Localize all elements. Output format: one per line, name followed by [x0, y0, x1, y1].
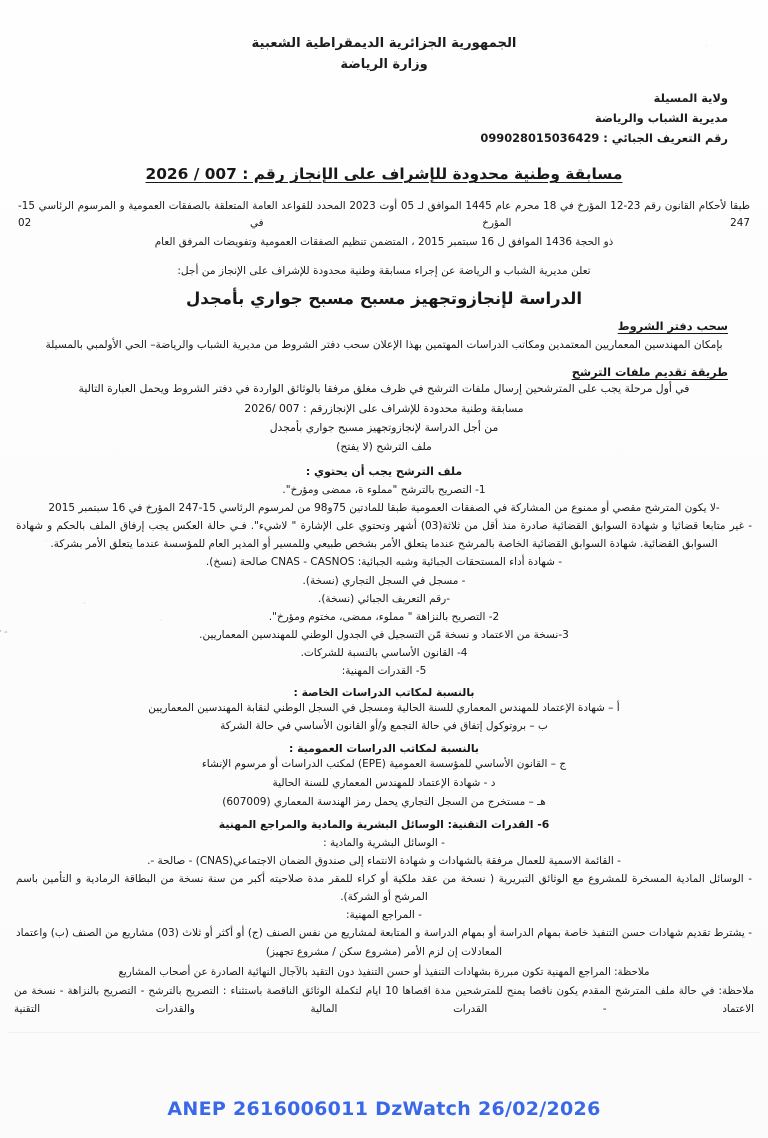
ministry-line: وزارة الرياضة: [340, 57, 428, 73]
list-item: - الوسائل البشرية والمادية :: [323, 837, 445, 850]
announcement-text: تعلن مديرية الشباب و الرياضة عن إجراء مسابقة وطنية محدودة للإشراف على الإنجاز من أجل:: [177, 264, 591, 277]
requirements-list: [14, 481, 754, 680]
list-item: 1- التصريح بالترشح "مملوء ة، ممضى ومؤرخ".: [282, 484, 486, 497]
page-divider: [8, 1032, 760, 1033]
submission-line: ملف الترشح (لا يفتح): [336, 440, 432, 454]
public-offices-heading: بالنسبة لمكاتب الدراسات العمومية :: [289, 742, 479, 756]
list-item: 4- القانون الأساسي بالنسبة للشركات.: [300, 646, 468, 659]
section-heading-submission: طريقة تقديم ملفات الترشح: [571, 365, 728, 380]
tax-id-line: رقم التعريف الجبائي : 099028015036429: [480, 130, 728, 145]
submission-line: من أجل الدراسة لإنجازوتجهيز مسبح جواري بأمجدل: [269, 420, 499, 434]
legal-basis-line-2: ذو الحجة 1436 الموافق ل 16 سبتمبر 2015 ، المتضمن تنظيم الصفقات العمومية وتفويضات المرفق العام: [154, 235, 614, 248]
list-item: -رقم التعريف الجبائي (نسخة).: [318, 592, 450, 605]
list-item: 2- التصريح بالنزاهة " مملوء، ممضى، مختوم ومؤرخ".: [268, 610, 500, 623]
submission-lines: [14, 379, 754, 456]
submission-line: مسابقة وطنية محدودة للإشراف على الإنجازرقم : 007 /2026: [244, 401, 524, 415]
document-body: [14, 0, 754, 1018]
list-item-text: 3-نسخة من الاعتماد و نسخة مّن التسجيل في الجدول الوطني للمهندسين المعماريين.: [199, 628, 569, 641]
list-item: 5- القدرات المهنية:: [341, 664, 427, 677]
directorate-line: مديرية الشباب والرياضة: [594, 111, 728, 126]
wilaya-line: ولاية المسيلة: [653, 91, 728, 106]
list-item: -لا يكون المترشح مقصي أو ممنوع من المشاركة في الصفقات العمومية طبقا للمادتين 75و98 من لمرسوم الرئاسي 15-247 المؤرخ في 16 سبتمبر 2015: [48, 502, 720, 515]
submission-line: في أول مرحلة يجب على المترشحين إرسال ملفات الترشح في ظرف مغلق مرفقا بالوثائق الواردة في دفتر الشروط ويحمل العبارة التالية: [78, 382, 690, 396]
list-item: - مسجل في السجل التجاري (نسخة).: [302, 574, 466, 587]
list-item: - شهادة أداء المستحقات الجبائية وشبه الجبائية: CNAS - CASNOS صالحة (نسخ).: [205, 556, 563, 569]
republic-line: الجمهورية الجزائرية الديمقراطية الشعبية: [251, 36, 517, 51]
list-item: - المراجع المهنية:: [346, 909, 422, 922]
ink-smudge-mark: [0, 626, 12, 637]
legal-basis-line-1: طبقا لأحكام القانون رقم 23-12 المؤرخ في 18 محرم عام 1445 الموافق لـ 05 أوت 2023 المحدد للقواعد العامة المتعلقة بالصفقات العمومية و المرسوم الرئاسي 15-247 المؤرخ في 02: [18, 200, 750, 230]
footer: [0, 1098, 768, 1120]
legal-basis: [14, 198, 754, 250]
project-title: الدراسة لإنجازوتجهيز مسبح مسبح جواري بأمجدل: [185, 288, 583, 308]
private-offices-heading: بالنسبة لمكاتب الدراسات الخاصة :: [293, 685, 475, 699]
public-offices-item: ج – القانون الأساسي للمؤسسة العمومية (EPE) لمكتب الدراسات أو مرسوم الإنشاء: [201, 758, 567, 771]
note-line: ملاحظة: المراجع المهنية تكون مبررة بشهادات التنفيذ أو حسن التنفيذ دون التقيد بالآجال النهائية الصادرة عن أصحاب المشاريع: [118, 965, 650, 978]
public-offices-item: هـ – مستخرج من السجل التجاري يحمل رمز الهندسة المعماري (607009): [222, 795, 546, 808]
requirements-heading: ملف الترشح يجب أن يحتوي :: [305, 465, 463, 479]
document-header: [14, 33, 754, 75]
list-item: - الوسائل المادية المسخرة للمشروع مع الوثائق التبريرية ( نسخة من عقد ملكية أو كراء للمقر مدة صلاحيته أكبر من سنة نسخة من البطاقة الرمادية و التأمين باسم المرشح أو الشركة).: [16, 873, 752, 904]
list-item: - يشترط تقديم شهادات حسن التنفيذ خاصة بمهام الدراسة أو بمهام الدراسة و المتابعة لمشاريع من نفس الصنف (ج) أو أكثر أو ثلاث (03) مشاريع من الصنف (ب) واعتماد المعادلات إن لزم الأمر (مشروع سكن / مشروع تجهيز): [16, 927, 752, 958]
list-item: [14, 626, 754, 644]
issuing-organization: [14, 89, 754, 148]
technical-heading: 6- القدرات التقنية: الوسائل البشرية والمادية والمراجع المهنية: [218, 818, 550, 832]
page-title: مسابقة وطنية محدودة للإشراف على الإنجاز رقم : 007 / 2026: [145, 165, 623, 184]
private-offices-item: ب – بروتوكول إتفاق في حالة التجمع و/أو القانون الأساسي في حالة الشركة: [220, 720, 548, 733]
anep-reference: ANEP 2616006011 DzWatch 26/02/2026: [167, 1098, 601, 1120]
withdraw-text: بإمكان المهندسين المعماريين المعتمدين ومكاتب الدراسات المهتمين بهذا الإعلان سحب دفتر الشروط من مديرية الشباب والرياضة– الحي الأولمبي بالمسيلة: [45, 338, 723, 351]
public-offices-item: د - شهادة الإعتماد للمهندس المعماري للسنة الحالية: [272, 776, 496, 789]
technical-list: [14, 834, 754, 960]
list-item: - غير متابعا قضائيا و شهادة السوابق القضائية صادرة منذ أقل من ثلاثة(03) أشهر وتحتوي على الإشارة " لاشيء". فـي حالة العكس يجب إرفاق الملف بالحكم و شهادة السوابق القضائية. شهادة السوابق القضائية الخاصة بالمرشح عندما يتعلق الأمر بشخص طبيعي وللمسير أو المدير العام للمؤسسة عندما يتعلق الأمر بشركة.: [16, 520, 752, 551]
note-line: ملاحظة: في حالة ملف المترشح المقدم يكون ناقصا يمنح للمترشحين مدة اقصاها 10 ايام لتكملة الوثائق الناقصة باستثناء : التصريح بالترشح - التصريح بالنزاهة - نسخة من الاعتماد - القدرات المالية والقدرات التقنية: [14, 985, 754, 1015]
list-item: - القائمة الاسمية للعمال مرفقة بالشهادات و شهادة الانتماء إلى صندوق الضمان الاجتماعي(CNAS) - صالحة -.: [147, 855, 621, 868]
section-heading-withdraw: سحب دفتر الشروط: [617, 318, 728, 333]
private-offices-item: أ – شهادة الإعتماد للمهندس المعماري للسنة الحالية ومسجل في السجل الوطني لنقابة المهندسين المعماريين: [148, 701, 620, 714]
